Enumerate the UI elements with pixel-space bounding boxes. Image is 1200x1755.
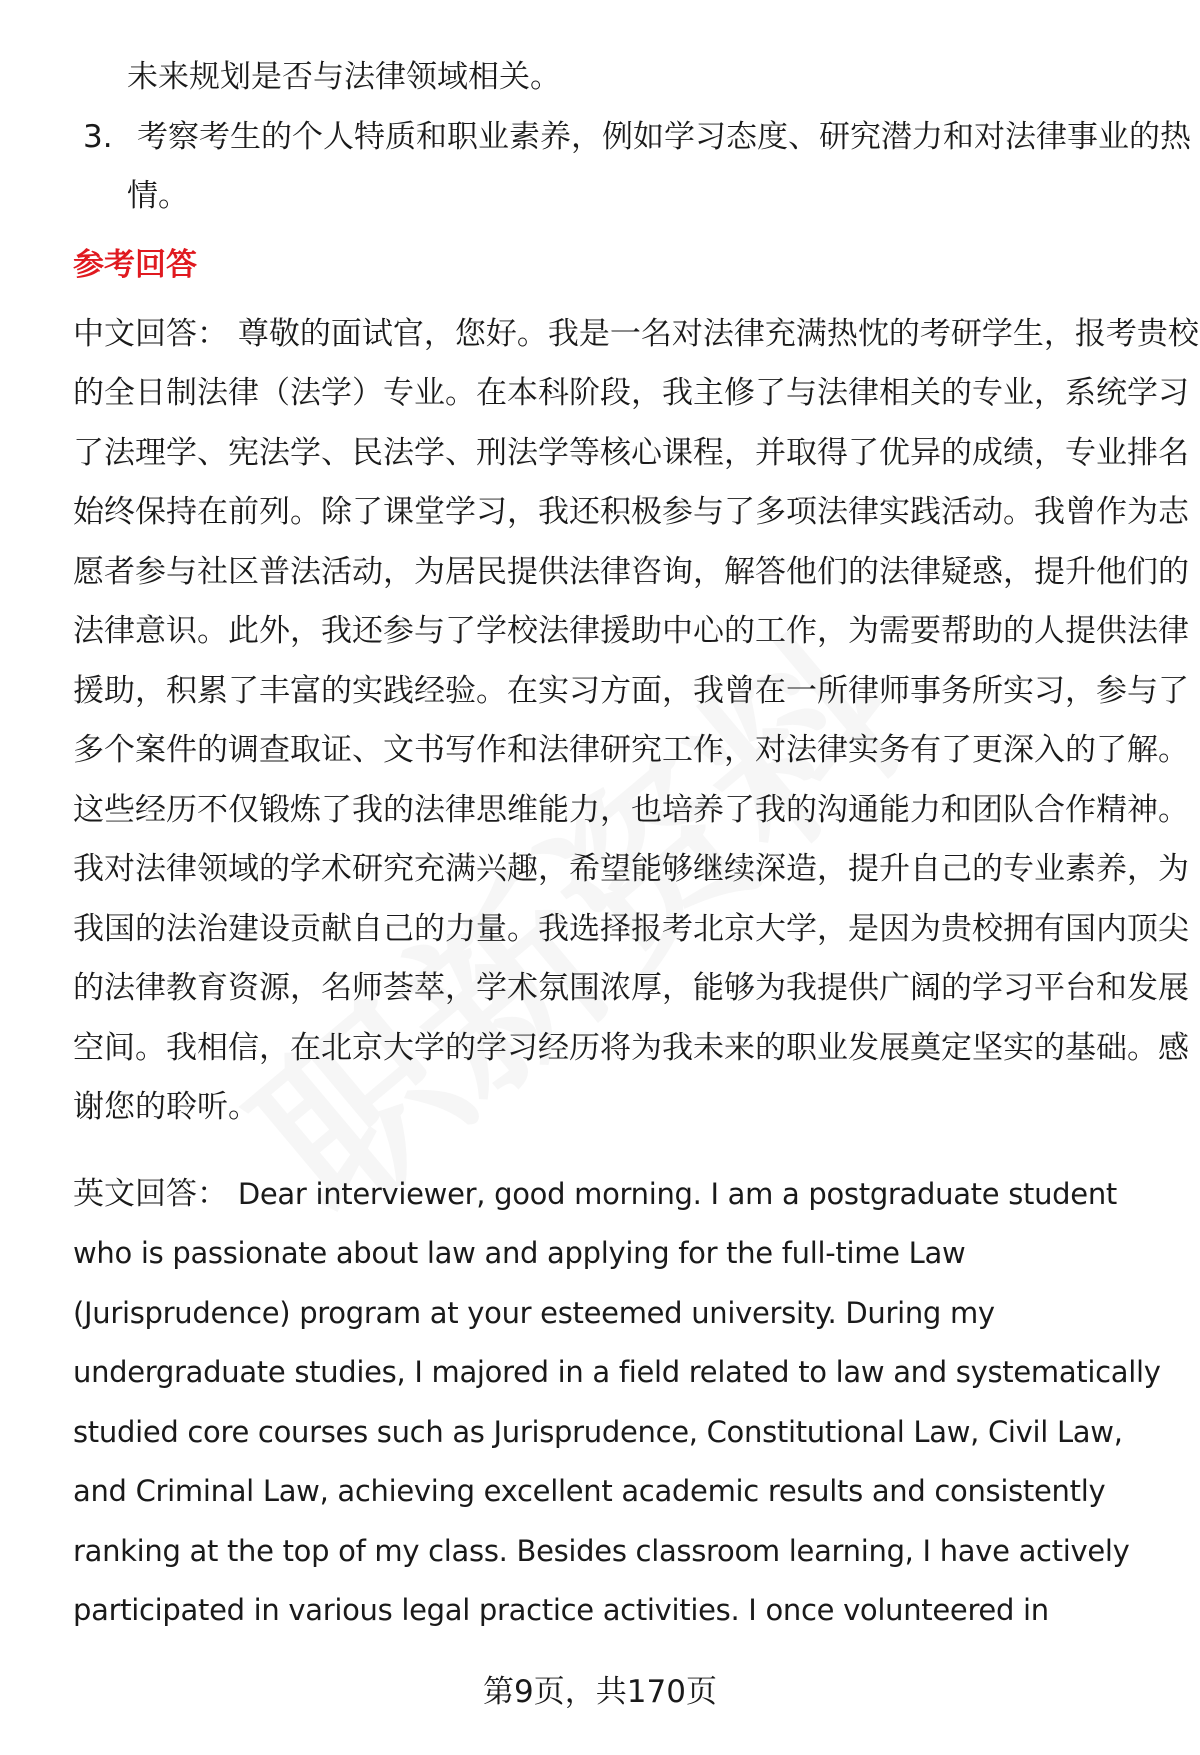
english-answer-text: Dear interviewer, good morning. I am a postgraduate student xyxy=(237,1176,1117,1211)
list-item-3-number: 3. xyxy=(83,118,113,155)
chinese-answer-line: 援助，积累了丰富的实践经验。在实习方面，我曾在一所律师事务所实习，参与了 xyxy=(73,672,1189,709)
chinese-answer-line: 空间。我相信，在北京大学的学习经历将为我未来的职业发展奠定坚实的基础。感 xyxy=(73,1029,1189,1066)
chinese-answer-line: 的全日制法律（法学）专业。在本科阶段，我主修了与法律相关的专业，系统学习 xyxy=(73,375,1189,411)
english-answer-line: who is passionate about law and applying for the full-time Law xyxy=(73,1236,966,1270)
page-footer: 第9页，共170页 xyxy=(483,1674,717,1710)
chinese-answer-line: 法律意识。此外，我还参与了学校法律援助中心的工作，为需要帮助的人提供法律 xyxy=(73,613,1189,649)
list-item-3-continuation: 情。 xyxy=(127,178,189,214)
list-item-3 xyxy=(73,108,1191,168)
section-heading: 参考回答 xyxy=(73,246,197,283)
chinese-answer-line: 多个案件的调查取证、文书写作和法律研究工作，对法律实务有了更深入的了解。 xyxy=(73,732,1189,768)
english-answer-label: 英文回答： xyxy=(73,1175,238,1212)
chinese-answer-line: 我对法律领域的学术研究充满兴趣，希望能够继续深造，提升自己的专业素养，为 xyxy=(73,851,1189,887)
english-answer-line: undergraduate studies, I majored in a field related to law and systematically xyxy=(73,1355,1161,1389)
chinese-answer-line: 了法理学、宪法学、民法学、刑法学等核心课程，并取得了优异的成绩，专业排名 xyxy=(73,434,1189,471)
chinese-answer-line: 的法律教育资源，名师荟萃，学术氛围浓厚，能够为我提供广阔的学习平台和发展 xyxy=(73,970,1189,1006)
list-item-2-continuation: 未来规划是否与法律领域相关。 xyxy=(127,59,561,95)
chinese-answer-line: 始终保持在前列。除了课堂学习，我还积极参与了多项法律实践活动。我曾作为志 xyxy=(73,494,1189,530)
chinese-answer-line: 中文回答： 尊敬的面试官，您好。我是一名对法律充满热忱的考研学生，报考贵校 xyxy=(73,315,1199,352)
english-answer xyxy=(73,1165,1161,1641)
english-answer-line: ranking at the top of my class. Besides classroom learning, I have actively xyxy=(73,1533,1130,1568)
chinese-answer-line: 愿者参与社区普法活动，为居民提供法律咨询，解答他们的法律疑惑，提升他们的 xyxy=(73,553,1189,590)
english-answer-line xyxy=(73,1165,1153,1225)
list-item-3-text: 考察考生的个人特质和职业素养，例如学习态度、研究潜力和对法律事业的热 xyxy=(137,118,1191,155)
chinese-answer-line: 谢您的聆听。 xyxy=(73,1089,259,1125)
english-answer-line: (Jurisprudence) program at your esteemed university. During my xyxy=(73,1295,995,1330)
english-answer-line: studied core courses such as Jurisprudence, Constitutional Law, Civil Law, xyxy=(73,1414,1123,1449)
chinese-answer-line: 我国的法治建设贡献自己的力量。我选择报考北京大学，是因为贵校拥有国内顶尖 xyxy=(73,910,1189,947)
document-page xyxy=(73,48,1199,1641)
chinese-answer xyxy=(73,305,1199,1138)
english-answer-line: participated in various legal practice activities. I once volunteered in xyxy=(73,1593,1049,1627)
english-answer-line: and Criminal Law, achieving excellent academic results and consistently xyxy=(73,1474,1106,1508)
chinese-answer-line: 这些经历不仅锻炼了我的法律思维能力，也培养了我的沟通能力和团队合作精神。 xyxy=(73,791,1189,828)
